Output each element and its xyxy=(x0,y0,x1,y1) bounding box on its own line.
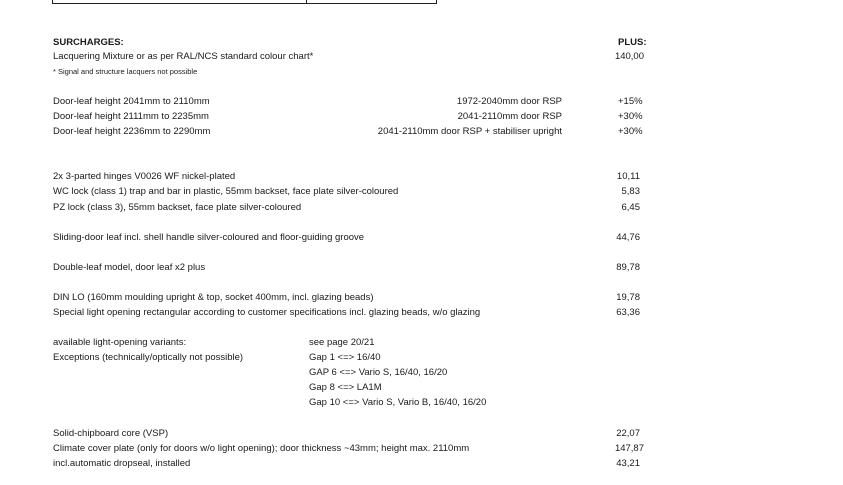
sliding-label: Sliding-door leaf incl. shell handle silver-coloured and floor-guiding groove xyxy=(53,232,365,243)
table-divider xyxy=(306,0,307,3)
double-leaf-label: Double-leaf model, door leaf x2 plus xyxy=(53,262,206,273)
core-row-price: 43,21 xyxy=(616,458,640,469)
hardware-row-label: WC lock (class 1) trap and bar in plastic, 55mm backset, face plate silver-coloured xyxy=(53,186,399,197)
surcharges-heading: SURCHARGES: xyxy=(53,37,124,48)
din-row-price: 19,78 xyxy=(616,292,640,303)
sliding-price: 44,76 xyxy=(616,232,640,243)
variant-item: Gap 10 <=> Vario S, Vario B, 16/40, 16/20 xyxy=(309,397,487,408)
core-row-price: 22,07 xyxy=(616,428,640,439)
hardware-row-price: 6,45 xyxy=(621,202,640,213)
din-row-price: 63,36 xyxy=(616,307,640,318)
variant-item: GAP 6 <=> Vario S, 16/40, 16/20 xyxy=(309,367,448,378)
core-row-label: Solid-chipboard core (VSP) xyxy=(53,428,169,439)
height-row-rsp: 2041-2110mm door RSP + stabiliser upright xyxy=(377,126,562,137)
double-leaf-price: 89,78 xyxy=(616,262,640,273)
core-row-label: incl.automatic dropseal, installed xyxy=(53,458,191,469)
height-row-rsp: 2041-2110mm door RSP xyxy=(457,111,562,122)
din-row-label: Special light opening rectangular according to customer specifications incl. glazing beads, w/o glazing xyxy=(53,307,481,318)
variant-item: see page 20/21 xyxy=(309,337,375,348)
height-row-label: Door-leaf height 2236mm to 2290mm xyxy=(53,126,211,137)
hardware-row-label: PZ lock (class 3), 55mm backset, face plate silver-coloured xyxy=(53,202,302,213)
lacquering-price: 140,00 xyxy=(614,51,644,62)
hardware-row-price: 10,11 xyxy=(616,171,640,182)
header-table-fragment xyxy=(52,0,437,4)
din-row-label: DIN LO (160mm moulding upright & top, socket 400mm, incl. glazing beads) xyxy=(53,292,374,303)
variant-item: Gap 1 <=> 16/40 xyxy=(309,352,381,363)
height-row-value: +30% xyxy=(618,111,643,122)
lacquering-note: * Signal and structure lacquers not possible xyxy=(53,67,198,76)
height-row-rsp: 1972-2040mm door RSP xyxy=(456,96,562,107)
plus-heading: PLUS: xyxy=(618,37,647,48)
height-row-label: Door-leaf height 2111mm to 2235mm xyxy=(53,111,209,122)
variant-item: Gap 8 <=> LA1M xyxy=(309,382,382,393)
hardware-row-label: 2x 3-parted hinges V0026 WF nickel-plated xyxy=(53,171,236,182)
exceptions-label: Exceptions (technically/optically not possible) xyxy=(53,352,244,363)
variants-label: available light-opening variants: xyxy=(53,337,187,348)
height-row-value: +15% xyxy=(618,96,643,107)
lacquering-label: Lacquering Mixture or as per RAL/NCS standard colour chart* xyxy=(53,51,314,62)
core-row-label: Climate cover plate (only for doors w/o light opening); door thickness ~43mm; height max. 2110mm xyxy=(53,443,470,454)
height-row-label: Door-leaf height 2041mm to 2110mm xyxy=(53,96,210,107)
hardware-row-price: 5,83 xyxy=(621,186,640,197)
core-row-price: 147,87 xyxy=(614,443,644,454)
height-row-value: +30% xyxy=(618,126,643,137)
